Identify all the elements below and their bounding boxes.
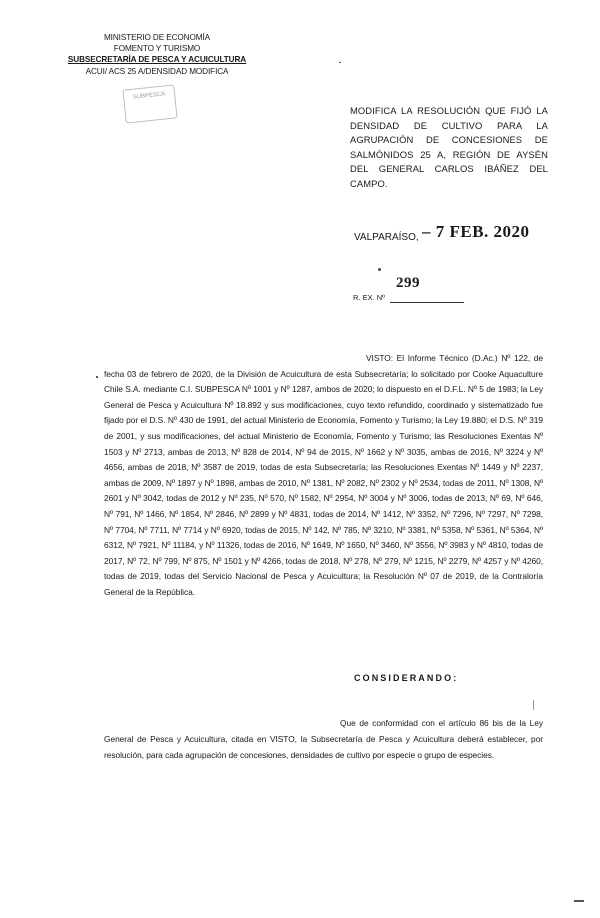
scan-speck (533, 700, 534, 710)
scan-speck (339, 62, 341, 63)
resolution-date: – 7 FEB. 2020 (422, 222, 530, 241)
ministry-subtitle: FOMENTO Y TURISMO (113, 44, 201, 54)
resolution-number-underline (390, 302, 464, 303)
letterhead (62, 32, 252, 77)
visto-paragraph: VISTO: El Informe Técnico (D.Ac.) Nº 122, de fecha 03 de febrero de 2020, de la División de Acuicultura de esta Subsecretaría; lo solicitado por Cooke Aquaculture Chile S.A. mediante C.I. SUBPESCA Nº 1001 y Nº 1287, ambos de 2020; lo dispuesto en el D.F.L. Nº 5 de 1983; la Ley General de Pesca y Acuicultura Nº 18.892 y sus modificaciones, cuyo texto refundido, coordinado y sistematizado fue fijado por el D.S. Nº 430 de 1991, del actual Ministerio de Economía, Fomento y Turismo; la Ley 19.880; el D.S. Nº 319 de 2001, y sus modificaciones, del actual Ministerio de Economía, Fomento y Turismo; las Resoluciones Exentas Nº 1503 y Nº 2713, ambas de 2013, Nº 828 de 2014, Nº 94 de 2015, Nº 1662 y Nº 3035, ambas de 2016, Nº 3224 y Nº 4656, ambas de 2018, Nº 3587 de 2019, todas de esta Subsecretaría; las Resoluciones Exentas Nº 1449 y Nº 2237, ambas de 2009, Nº 1897 y Nº 1898, ambas de 2010, Nº 1381, Nº 2082, Nº 2302 y Nº 2534, todas de 2011, Nº 1308, Nº 2601 y Nº 3042, todas de 2012 y Nº 235, Nº 570, Nº 1582, Nº 2954, Nº 3004 y Nº 3006, todas de 2013, Nº 69, Nº 646, Nº 791, Nº 1466, Nº 1854, Nº 2846, Nº 2899 y Nº 4831, todas de 2014, Nº 1412, Nº 3352, Nº 7296, Nº 7297, Nº 7298, Nº 7704, Nº 7711, Nº 7714 y Nº 6920, todas de 2015, Nº 142, Nº 785, Nº 3210, Nº 3381, Nº 5358, Nº 5361, Nº 5364, Nº 6312, Nº 7921, Nº 11184, y Nº 11326, todas de 2016, Nº 1649, Nº 1650, Nº 3460, Nº 3556, Nº 3983 y Nº 4810, todas de 2017, Nº 72, Nº 799, Nº 875, Nº 1501 y Nº 4266, todas de 2018, Nº 278, Nº 279, Nº 1215, Nº 2279, Nº 4257 y Nº 4260, todas de 2019, todas del Servicio Nacional de Pesca y Acuicultura; la Resolución Nº 07 de 2019, de la Contraloría General de la República. (104, 353, 543, 597)
subsecretaria-name: SUBSECRETARÍA DE PESCA Y ACUICULTURA (67, 55, 247, 65)
considerando-paragraph-1: Que de conformidad con el artículo 86 bis de la Ley General de Pesca y Acuicultura, citada en VISTO, la Subsecretaría de Pesca y Acuicultura deberá establecer, por resolución, para cada agrupación de concesiones, densidades de cultivo por especie o grupo de especies. (104, 718, 543, 760)
resolution-number-label: R. EX. Nº (353, 293, 385, 302)
considerando-heading: CONSIDERANDO: (354, 673, 459, 683)
scan-speck (96, 376, 98, 378)
scan-speck (574, 900, 584, 902)
resolution-number: 299 (396, 275, 420, 291)
resolution-subject: MODIFICA LA RESOLUCIÓN QUE FIJÓ LA DENSIDAD DE CULTIVO PARA LA AGRUPACIÓN DE CONCESIONES DE SALMÓNIDOS 25 A, REGIÓN DE AYSÉN DEL GENERAL CARLOS IBÁÑEZ DEL CAMPO. (350, 105, 548, 189)
place-label: VALPARAÍSO, (354, 232, 419, 243)
ink-dot (378, 268, 381, 271)
file-reference: ACUI/ ACS 25 A/DENSIDAD MODIFICA (85, 66, 229, 76)
office-stamp: SUBPESCA (122, 84, 177, 123)
ministry-name: MINISTERIO DE ECONOMÍA (103, 33, 211, 42)
